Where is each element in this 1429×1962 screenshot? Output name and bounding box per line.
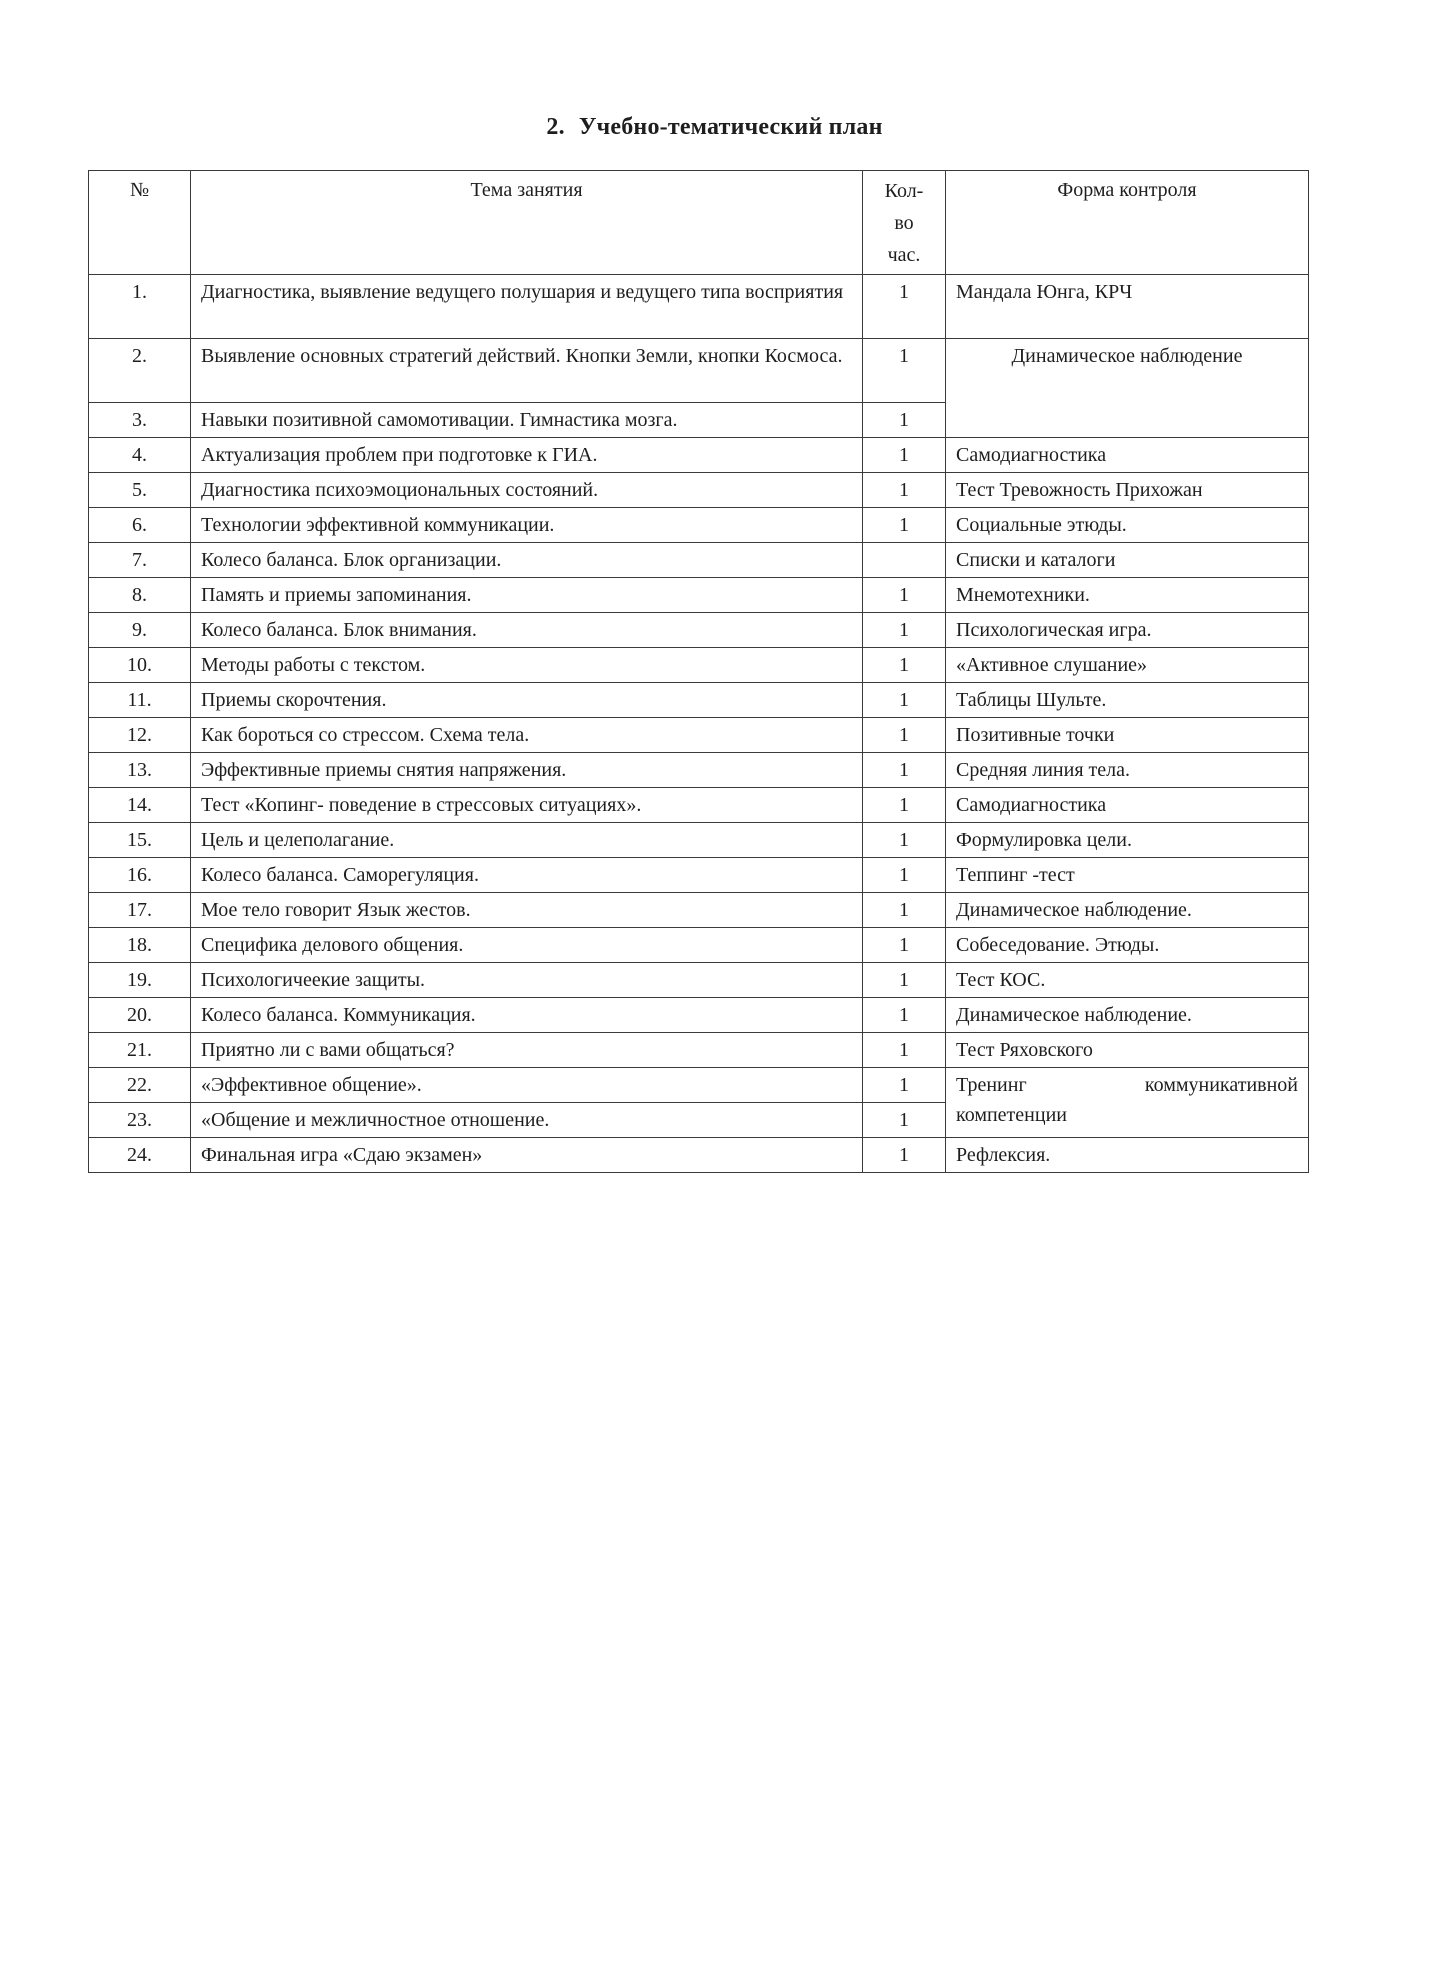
- control-form-line-1: [956, 1070, 1298, 1100]
- control-form-word-1: Тренинг: [956, 1074, 1027, 1096]
- table-row: [89, 893, 1309, 928]
- row-number: 21.: [89, 1033, 191, 1068]
- row-control-form: Самодиагностика: [946, 438, 1309, 473]
- table-row: [89, 823, 1309, 858]
- row-control-form: Формулировка цели.: [946, 823, 1309, 858]
- thematic-plan-table: [88, 170, 1309, 1173]
- row-control-form: «Активное слушание»: [946, 648, 1309, 683]
- table-row: [89, 998, 1309, 1033]
- row-control-form: Списки и каталоги: [946, 543, 1309, 578]
- page-title: [0, 114, 1429, 141]
- table-row: [89, 275, 1309, 339]
- table-row: [89, 508, 1309, 543]
- row-number: 17.: [89, 893, 191, 928]
- table-row: [89, 648, 1309, 683]
- row-number: 24.: [89, 1138, 191, 1173]
- row-hours: 1: [863, 683, 946, 718]
- row-number: 14.: [89, 788, 191, 823]
- row-topic: Специфика делового общения.: [191, 928, 863, 963]
- row-control-form: Средняя линия тела.: [946, 753, 1309, 788]
- row-control-form: Психологическая игра.: [946, 613, 1309, 648]
- table-row: [89, 753, 1309, 788]
- row-control-form: Позитивные точки: [946, 718, 1309, 753]
- row-number: 22.: [89, 1068, 191, 1103]
- row-number: 4.: [89, 438, 191, 473]
- table-row: [89, 683, 1309, 718]
- row-topic: Память и приемы запоминания.: [191, 578, 863, 613]
- row-hours: 1: [863, 963, 946, 998]
- section-number: 2.: [546, 114, 565, 140]
- row-topic: Финальная игра «Сдаю экзамен»: [191, 1138, 863, 1173]
- row-control-form: Социальные этюды.: [946, 508, 1309, 543]
- table-row: [89, 1033, 1309, 1068]
- table-row: [89, 1138, 1309, 1173]
- row-hours: 1: [863, 473, 946, 508]
- row-hours: 1: [863, 613, 946, 648]
- row-hours: 1: [863, 1068, 946, 1103]
- row-hours: 1: [863, 893, 946, 928]
- header-hours-line-1: Кол-: [884, 180, 924, 202]
- row-topic: Навыки позитивной самомотивации. Гимнастика мозга.: [191, 403, 863, 438]
- table-row: [89, 339, 1309, 403]
- row-hours: 1: [863, 928, 946, 963]
- row-hours: 1: [863, 1138, 946, 1173]
- row-hours: 1: [863, 858, 946, 893]
- row-hours: 1: [863, 998, 946, 1033]
- row-hours: 1: [863, 508, 946, 543]
- row-control-form: Тест КОС.: [946, 963, 1309, 998]
- row-number: 5.: [89, 473, 191, 508]
- row-number: 23.: [89, 1103, 191, 1138]
- row-number: 12.: [89, 718, 191, 753]
- table-row: [89, 543, 1309, 578]
- table-row: [89, 928, 1309, 963]
- row-hours: 1: [863, 578, 946, 613]
- row-number: 16.: [89, 858, 191, 893]
- row-control-form: Динамическое наблюдение.: [946, 893, 1309, 928]
- table-row: [89, 963, 1309, 998]
- row-number: 3.: [89, 403, 191, 438]
- row-topic: Диагностика психоэмоциональных состояний.: [191, 473, 863, 508]
- row-number: 10.: [89, 648, 191, 683]
- row-control-form: Динамическое наблюдение.: [946, 998, 1309, 1033]
- row-number: 6.: [89, 508, 191, 543]
- row-hours: 1: [863, 438, 946, 473]
- table-row: [89, 438, 1309, 473]
- row-control-form: Таблицы Шульте.: [946, 683, 1309, 718]
- row-topic: Колесо баланса. Блок внимания.: [191, 613, 863, 648]
- control-form-word-2: коммуникативной: [1144, 1074, 1298, 1096]
- row-topic: «Общение и межличностное отношение.: [191, 1103, 863, 1138]
- row-topic: Цель и целеполагание.: [191, 823, 863, 858]
- row-number: 19.: [89, 963, 191, 998]
- row-hours: 1: [863, 753, 946, 788]
- row-topic: Как бороться со стрессом. Схема тела.: [191, 718, 863, 753]
- row-control-form: [946, 1068, 1309, 1138]
- header-hours-line-2: во: [894, 212, 914, 234]
- row-control-form: Динамическое наблюдение: [946, 339, 1309, 438]
- section-title: Учебно-тематический план: [578, 114, 883, 140]
- row-hours: 1: [863, 1033, 946, 1068]
- row-control-form: Мнемотехники.: [946, 578, 1309, 613]
- row-topic: Колесо баланса. Блок организации.: [191, 543, 863, 578]
- table-row: [89, 788, 1309, 823]
- row-number: 9.: [89, 613, 191, 648]
- row-hours: 1: [863, 823, 946, 858]
- header-topic: Тема занятия: [191, 171, 863, 275]
- row-topic: Колесо баланса. Коммуникация.: [191, 998, 863, 1033]
- row-hours: 1: [863, 1103, 946, 1138]
- row-topic: Эффективные приемы снятия напряжения.: [191, 753, 863, 788]
- row-control-form: Теппинг -тест: [946, 858, 1309, 893]
- row-number: 15.: [89, 823, 191, 858]
- table-header-row: [89, 171, 1309, 275]
- row-topic: Психологичеекие защиты.: [191, 963, 863, 998]
- header-number: №: [89, 171, 191, 275]
- row-control-form: Мандала Юнга, КРЧ: [946, 275, 1309, 339]
- row-topic: Тест «Копинг- поведение в стрессовых ситуациях».: [191, 788, 863, 823]
- row-control-form: Самодиагностика: [946, 788, 1309, 823]
- header-hours-line-3: час.: [887, 244, 921, 266]
- row-number: 13.: [89, 753, 191, 788]
- row-number: 8.: [89, 578, 191, 613]
- table-row: [89, 578, 1309, 613]
- row-topic: Диагностика, выявление ведущего полушария и ведущего типа восприятия: [191, 275, 863, 339]
- table-row: [89, 613, 1309, 648]
- row-topic: Колесо баланса. Саморегуляция.: [191, 858, 863, 893]
- row-topic: Приемы скорочтения.: [191, 683, 863, 718]
- row-topic: Актуализация проблем при подготовке к ГИА.: [191, 438, 863, 473]
- row-topic: Методы работы с текстом.: [191, 648, 863, 683]
- row-number: 2.: [89, 339, 191, 403]
- table-row: [89, 858, 1309, 893]
- row-number: 7.: [89, 543, 191, 578]
- row-control-form: Тест Ряховского: [946, 1033, 1309, 1068]
- row-topic: Мое тело говорит Язык жестов.: [191, 893, 863, 928]
- table-row: [89, 473, 1309, 508]
- row-hours: 1: [863, 339, 946, 403]
- control-form-line-2: компетенции: [956, 1104, 1067, 1126]
- row-control-form: Тест Тревожность Прихожан: [946, 473, 1309, 508]
- row-hours: [863, 543, 946, 578]
- row-hours: 1: [863, 648, 946, 683]
- row-hours: 1: [863, 788, 946, 823]
- row-hours: 1: [863, 275, 946, 339]
- row-hours: 1: [863, 403, 946, 438]
- row-number: 18.: [89, 928, 191, 963]
- table-row: [89, 718, 1309, 753]
- row-number: 1.: [89, 275, 191, 339]
- row-number: 20.: [89, 998, 191, 1033]
- row-topic: Технологии эффективной коммуникации.: [191, 508, 863, 543]
- row-topic: Выявление основных стратегий действий. Кнопки Земли, кнопки Космоса.: [191, 339, 863, 403]
- row-control-form: Собеседование. Этюды.: [946, 928, 1309, 963]
- row-topic: «Эффективное общение».: [191, 1068, 863, 1103]
- row-number: 11.: [89, 683, 191, 718]
- row-control-form: Рефлексия.: [946, 1138, 1309, 1173]
- header-hours: [863, 171, 946, 275]
- header-control-form: Форма контроля: [946, 171, 1309, 275]
- table-row: [89, 1068, 1309, 1103]
- row-topic: Приятно ли с вами общаться?: [191, 1033, 863, 1068]
- row-hours: 1: [863, 718, 946, 753]
